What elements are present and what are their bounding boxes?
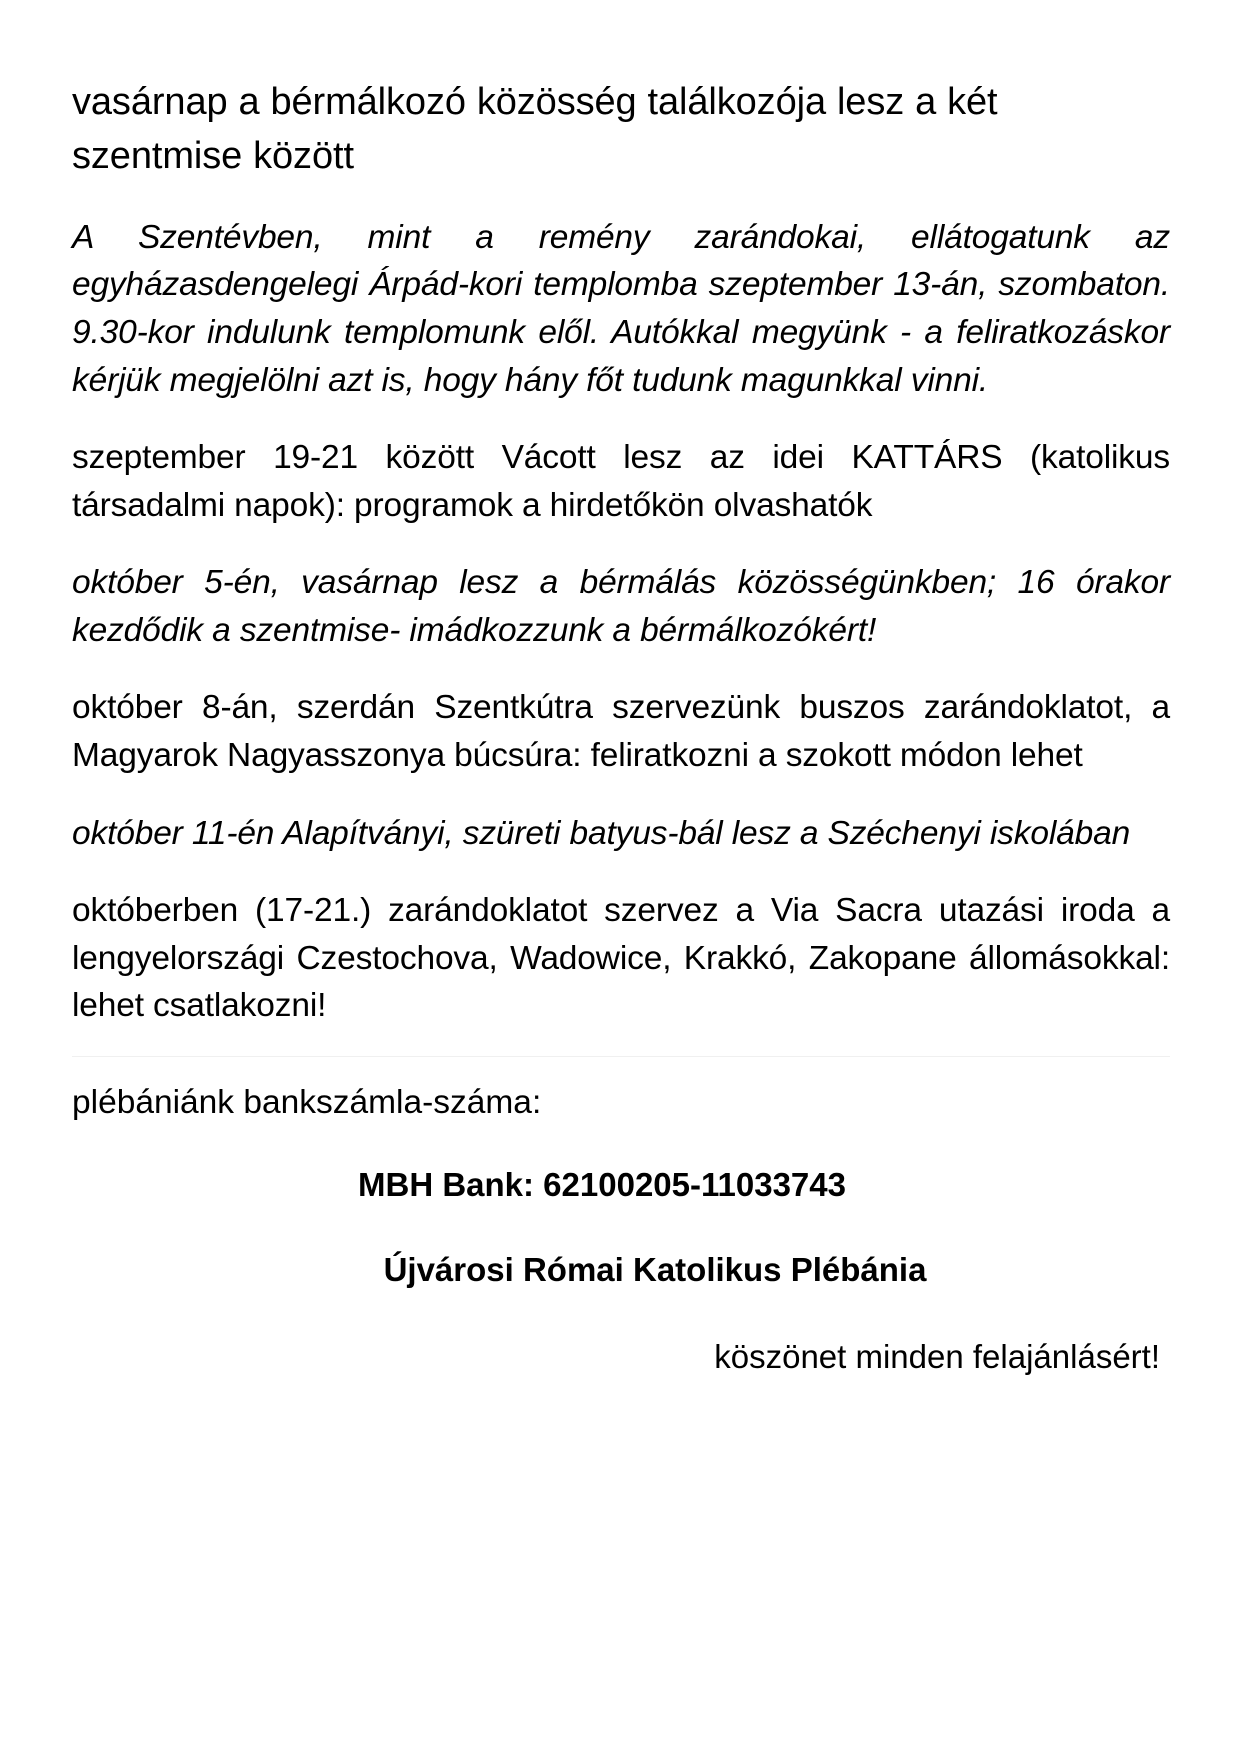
- page-title: vasárnap a bérmálkozó közösség találkozója lesz a két szentmise között: [72, 81, 998, 177]
- thanks-note: köszönet minden felajánlásért!: [714, 1338, 1160, 1376]
- paragraph-zarandoklat-egyhazasdengeleg: A Szentévben, mint a remény zarándokai, ellátogatunk az egyházasdengelegi Árpád-kori templomba szeptember 13-án, szombaton. 9.30-kor indulunk templomunk elől. Autókkal megyünk - a feliratkozáskor kérjük megjelölni azt is, hogy hány főt tudunk magunkkal vinni.: [72, 218, 1170, 399]
- paragraph-bermalas-oktober-5: október 5-én, vasárnap lesz a bérmálás közösségünkben; 16 órakor kezdődik a szentmise- imádkozzunk a bérmálkozókért!: [72, 564, 1170, 649]
- paragraph-szentkut-oktober-8: október 8-án, szerdán Szentkútra szervezünk buszos zarándoklatot, a Magyarok Nagyasszonya búcsúra: feliratkozni a szokott módon lehet: [72, 689, 1170, 774]
- paragraph-szureti-bal-oktober-11: október 11-én Alapítványi, szüreti batyus-bál lesz a Széchenyi iskolában: [72, 814, 1131, 852]
- document-body: [72, 62, 1170, 1381]
- paragraph-via-sacra-lengyelorszag: októberben (17-21.) zarándoklatot szervez a Via Sacra utazási iroda a lengyelországi Czestochova, Wadowice, Krakkó, Zakopane állomásokkal: lehet csatlakozni!: [72, 892, 1170, 1025]
- bank-account-label: plébániánk bankszámla-száma:: [72, 1083, 542, 1121]
- bank-account-number: MBH Bank: 62100205-11033743: [358, 1166, 846, 1204]
- parish-name: Újvárosi Római Katolikus Plébánia: [383, 1251, 927, 1289]
- paragraph-kattars-vac: szeptember 19-21 között Vácott lesz az idei KATTÁRS (katolikus társadalmi napok): programok a hirdetőkön olvashatók: [72, 439, 1170, 524]
